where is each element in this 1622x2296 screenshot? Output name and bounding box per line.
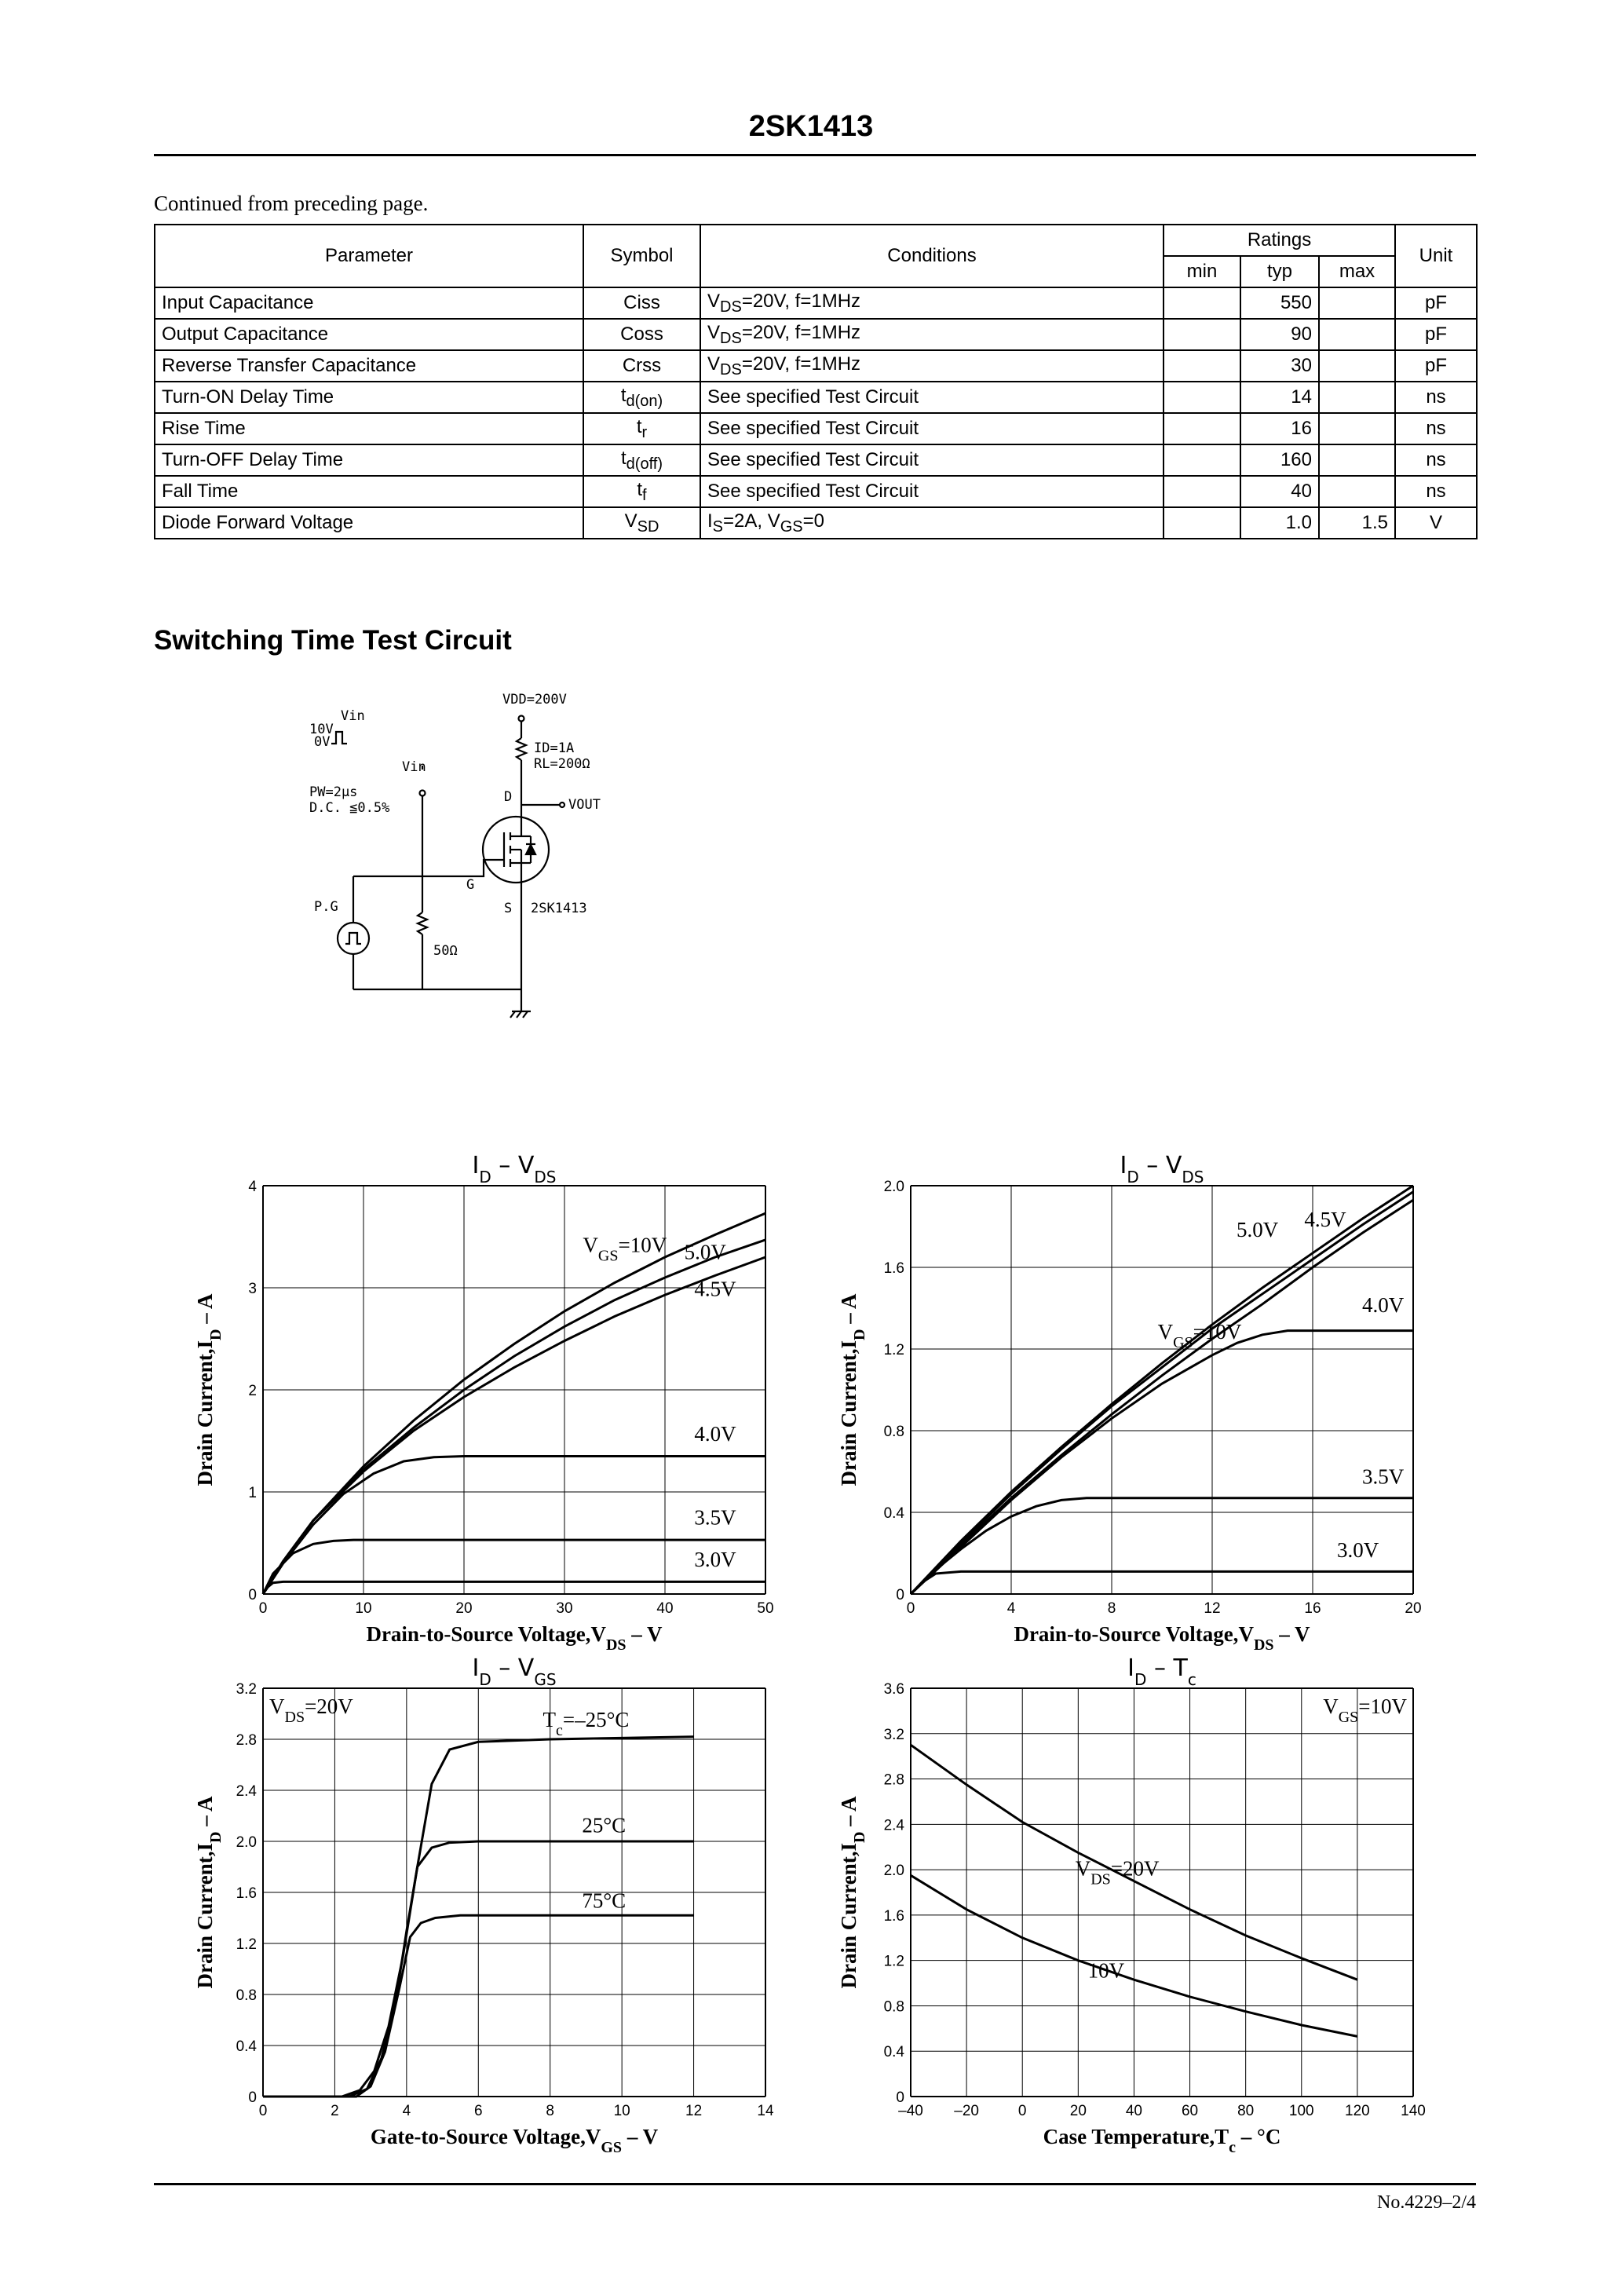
cell-symbol: Ciss (583, 287, 700, 319)
cell-typ: 16 (1240, 413, 1319, 444)
chart-title: $I_D - V_{GS}$ (472, 1654, 557, 1689)
load-resistor-label: RL=200Ω (534, 756, 590, 772)
x-tick-label: 2 (331, 2103, 339, 2119)
x-tick-label: 4 (1006, 1600, 1016, 1617)
series-label: $V_{GS}=10V$ (583, 1233, 667, 1265)
chart-id-vds-narrow (832, 1139, 1437, 1657)
y-tick-label: 0 (248, 1587, 257, 1603)
series-label: $V_{DS}=20V$ (1075, 1856, 1160, 1888)
switching-test-circuit (298, 683, 644, 1029)
cell-conditions: $V_{DS}=20V$, f=1MHz (700, 350, 1164, 382)
x-tick-label: –40 (898, 2103, 923, 2119)
x-tick-label: 20 (1405, 1600, 1422, 1617)
y-tick-label: 2.0 (883, 1179, 904, 1195)
header-ratings: Ratings (1164, 225, 1395, 256)
table-row (155, 444, 1477, 476)
cell-max (1319, 476, 1395, 507)
y-tick-label: 4 (248, 1179, 257, 1195)
y-tick-label: 0.8 (236, 1987, 257, 2004)
cell-unit: ns (1395, 382, 1477, 413)
series-line (911, 1192, 1413, 1594)
pulse-low-label: 0V (314, 734, 331, 750)
cell-unit: pF (1395, 287, 1477, 319)
gate-pin-label: G (466, 877, 475, 893)
cell-unit: pF (1395, 319, 1477, 350)
cell-conditions: $V_{DS}=20V$, f=1MHz (700, 287, 1164, 319)
series-label: 25°C (582, 1813, 627, 1837)
series-label: 4.5V (694, 1277, 736, 1301)
section-title: Switching Time Test Circuit (154, 625, 512, 656)
header-parameter: Parameter (155, 225, 583, 287)
y-tick-label: 1.2 (236, 1936, 257, 1953)
table-row (155, 287, 1477, 319)
cell-min (1164, 287, 1240, 319)
series-label: 3.0V (694, 1547, 736, 1571)
series-label: $T_c=-25^\circ C$ (542, 1707, 630, 1739)
series-line (263, 1581, 765, 1594)
x-tick-label: –20 (954, 2103, 979, 2119)
cell-parameter: Reverse Transfer Capacitance (155, 350, 583, 382)
y-tick-label: 0 (896, 2089, 904, 2106)
cell-conditions: See specified Test Circuit (700, 444, 1164, 476)
chart-annotation: $V_{DS}=20V$ (269, 1695, 353, 1726)
cell-typ: 30 (1240, 350, 1319, 382)
series-line (911, 1186, 1413, 1594)
series-label: 3.5V (694, 1505, 736, 1530)
x-tick-label: 14 (757, 2103, 774, 2119)
cell-symbol: $V_{SD}$ (583, 507, 700, 539)
x-tick-label: 30 (556, 1600, 573, 1617)
header-min: min (1164, 256, 1240, 287)
cell-min (1164, 476, 1240, 507)
y-tick-label: 2.8 (883, 1771, 904, 1789)
cell-min (1164, 319, 1240, 350)
cell-parameter: Diode Forward Voltage (155, 507, 583, 539)
cell-min (1164, 413, 1240, 444)
cell-parameter: Output Capacitance (155, 319, 583, 350)
x-axis-label: Drain-to-Source $Voltage,V_{DS}$ – V (1014, 1622, 1310, 1654)
pulse-high-label: 10V (309, 722, 334, 737)
series-line (263, 1213, 765, 1594)
series-line (263, 1457, 765, 1595)
y-tick-label: 0.8 (883, 1998, 904, 2016)
series-line (911, 1200, 1413, 1594)
y-tick-label: 2.8 (236, 1732, 257, 1749)
x-tick-label: 20 (455, 1600, 473, 1617)
pulse-generator-label: P.G (314, 899, 338, 915)
y-tick-label: 0 (896, 1587, 904, 1603)
table-row (155, 476, 1477, 507)
chart-id-vds-wide (188, 1139, 785, 1657)
cell-min (1164, 444, 1240, 476)
cell-parameter: Fall Time (155, 476, 583, 507)
cell-typ: 550 (1240, 287, 1319, 319)
x-tick-label: 12 (1204, 1600, 1221, 1617)
cell-min (1164, 350, 1240, 382)
drain-pin-label: D (504, 789, 513, 805)
y-tick-label: 3 (248, 1281, 257, 1297)
table-row (155, 350, 1477, 382)
vin-label-node: Vin (402, 759, 426, 775)
x-tick-label: 12 (685, 2103, 703, 2119)
cell-symbol: $t_r$ (583, 413, 700, 444)
gate-resistor-label: 50Ω (433, 943, 458, 959)
pulse-width-label: PW=2μs (309, 784, 358, 800)
x-tick-label: 8 (546, 2103, 555, 2119)
cell-conditions: See specified Test Circuit (700, 476, 1164, 507)
x-tick-label: 0 (258, 1600, 268, 1617)
cell-typ: 90 (1240, 319, 1319, 350)
x-axis-label: Case $Temperature,T_c - ^\circ C$ (1043, 2125, 1281, 2156)
y-axis-label: Drain $Current,I_D$ – A (837, 1796, 868, 1989)
cell-parameter: Turn-OFF Delay Time (155, 444, 583, 476)
cell-max (1319, 287, 1395, 319)
series-line (263, 1540, 765, 1594)
x-tick-label: 4 (402, 2103, 411, 2119)
cell-parameter: Input Capacitance (155, 287, 583, 319)
header-typ: typ (1240, 256, 1319, 287)
cell-max (1319, 350, 1395, 382)
cell-typ: 1.0 (1240, 507, 1319, 539)
y-axis-label: Drain $Current,I_D$ – A (837, 1293, 868, 1486)
cell-max (1319, 382, 1395, 413)
cell-min (1164, 507, 1240, 539)
page-title: 2SK1413 (748, 110, 874, 143)
series-label: 3.0V (1336, 1538, 1379, 1563)
table-row (155, 382, 1477, 413)
cell-max (1319, 444, 1395, 476)
series-line (911, 1571, 1413, 1594)
x-tick-label: 40 (656, 1600, 674, 1617)
series-line (263, 1257, 765, 1594)
x-tick-label: 0 (1017, 2103, 1027, 2119)
cell-conditions: $I_S=2A$, $V_{GS}=0$ (700, 507, 1164, 539)
y-tick-label: 3.2 (883, 1726, 904, 1743)
header-unit: Unit (1395, 225, 1477, 287)
x-tick-label: 60 (1181, 2103, 1199, 2119)
cell-typ: 14 (1240, 382, 1319, 413)
y-tick-label: 3.2 (236, 1681, 257, 1698)
cell-max (1319, 319, 1395, 350)
y-tick-label: 3.6 (883, 1681, 904, 1698)
x-axis-label: Gate-to-Source $Voltage,V_{GS}$ – V (370, 2125, 659, 2156)
series-label: $V_{GS}=10V$ (1157, 1320, 1242, 1351)
series-label: 5.0V (684, 1240, 726, 1264)
x-tick-label: 140 (1401, 2103, 1426, 2119)
chart-title: $I_D - T_c$ (1127, 1654, 1196, 1689)
cell-typ: 40 (1240, 476, 1319, 507)
y-tick-label: 0 (248, 2089, 257, 2106)
x-tick-label: 8 (1107, 1600, 1116, 1617)
y-tick-label: 2 (248, 1383, 257, 1399)
series-label: 5.0V (1236, 1218, 1279, 1241)
header-max: max (1319, 256, 1395, 287)
y-axis-label: Drain $Current,I_D$ – A (193, 1796, 225, 1989)
y-tick-label: 1 (248, 1485, 257, 1501)
vdd-label: VDD=200V (502, 692, 567, 707)
cell-max (1319, 413, 1395, 444)
y-tick-label: 1.6 (883, 1260, 904, 1277)
cell-conditions: $V_{DS}=20V$, f=1MHz (700, 319, 1164, 350)
x-tick-label: 120 (1345, 2103, 1370, 2119)
spec-table-body (155, 287, 1477, 539)
y-tick-label: 2.0 (236, 1834, 257, 1851)
cell-parameter: Turn-ON Delay Time (155, 382, 583, 413)
cell-symbol: $t_{d(off)}$ (583, 444, 700, 476)
header-symbol: Symbol (583, 225, 700, 287)
y-axis-label: Drain $Current,I_D$ – A (193, 1293, 225, 1486)
y-tick-label: 2.0 (883, 1863, 904, 1880)
x-tick-label: 50 (757, 1600, 774, 1617)
chart-title: $I_D - V_{DS}$ (1120, 1152, 1204, 1186)
page-footer: No.4229–2/4 (1377, 2192, 1476, 2213)
cell-symbol: $t_{d(on)}$ (583, 382, 700, 413)
y-tick-label: 1.6 (236, 1885, 257, 1902)
drain-current-label: ID=1A (534, 740, 575, 756)
chart-id-vgs (188, 1649, 785, 2159)
x-tick-label: 100 (1288, 2103, 1314, 2119)
cell-symbol: Coss (583, 319, 700, 350)
series-label: 4.5V (1304, 1208, 1346, 1231)
duty-cycle-label: D.C. ≦0.5% (309, 800, 390, 816)
footer-rule (154, 2183, 1476, 2185)
x-tick-label: 6 (473, 2103, 483, 2119)
cell-max: 1.5 (1319, 507, 1395, 539)
chart-id-tc (832, 1649, 1437, 2159)
series-label: 4.0V (1361, 1293, 1405, 1318)
cell-typ: 160 (1240, 444, 1319, 476)
x-tick-label: 20 (1069, 2103, 1087, 2119)
cell-unit: pF (1395, 350, 1477, 382)
x-tick-label: 10 (613, 2103, 630, 2119)
series-label: 3.5V (1361, 1464, 1405, 1489)
x-tick-label: 16 (1304, 1600, 1321, 1617)
cell-min (1164, 382, 1240, 413)
source-pin-label: S (504, 901, 513, 916)
series-label: 10V (1087, 1958, 1125, 1983)
x-tick-label: 10 (355, 1600, 372, 1617)
cell-conditions: See specified Test Circuit (700, 382, 1164, 413)
y-tick-label: 1.2 (883, 1953, 904, 1970)
x-tick-label: 0 (906, 1600, 915, 1617)
y-tick-label: 1.6 (883, 1907, 904, 1925)
y-tick-label: 0.4 (883, 2044, 904, 2061)
cell-symbol: Crss (583, 350, 700, 382)
y-tick-label: 0.4 (236, 2038, 257, 2055)
cell-parameter: Rise Time (155, 413, 583, 444)
table-row (155, 507, 1477, 539)
table-row (155, 413, 1477, 444)
table-row (155, 319, 1477, 350)
y-tick-label: 2.4 (883, 1817, 904, 1834)
x-tick-label: 40 (1125, 2103, 1143, 2119)
series-label: 75°C (582, 1888, 627, 1913)
y-tick-label: 1.2 (883, 1342, 904, 1358)
cell-unit: V (1395, 507, 1477, 539)
y-tick-label: 0.8 (883, 1424, 904, 1440)
x-axis-label: Drain-to-Source $Voltage,V_{DS}$ – V (366, 1622, 663, 1654)
cell-unit: ns (1395, 413, 1477, 444)
device-label: 2SK1413 (531, 901, 587, 916)
cell-unit: ns (1395, 444, 1477, 476)
header-rule (154, 154, 1476, 156)
vin-label-pulse: Vin (341, 708, 365, 724)
x-tick-label: 0 (258, 2103, 268, 2119)
chart-title: $I_D - V_{DS}$ (472, 1152, 557, 1186)
cell-symbol: $t_f$ (583, 476, 700, 507)
chart-annotation: $V_{GS}=10V$ (1323, 1695, 1407, 1726)
spec-table (154, 224, 1478, 539)
series-label: 4.0V (694, 1422, 736, 1446)
cell-conditions: See specified Test Circuit (700, 413, 1164, 444)
header-conditions: Conditions (700, 225, 1164, 287)
continued-note: Continued from preceding page. (154, 192, 429, 215)
vout-label: VOUT (568, 797, 601, 813)
y-tick-label: 0.4 (883, 1505, 904, 1522)
x-tick-label: 80 (1237, 2103, 1255, 2119)
cell-unit: ns (1395, 476, 1477, 507)
y-tick-label: 2.4 (236, 1783, 257, 1800)
